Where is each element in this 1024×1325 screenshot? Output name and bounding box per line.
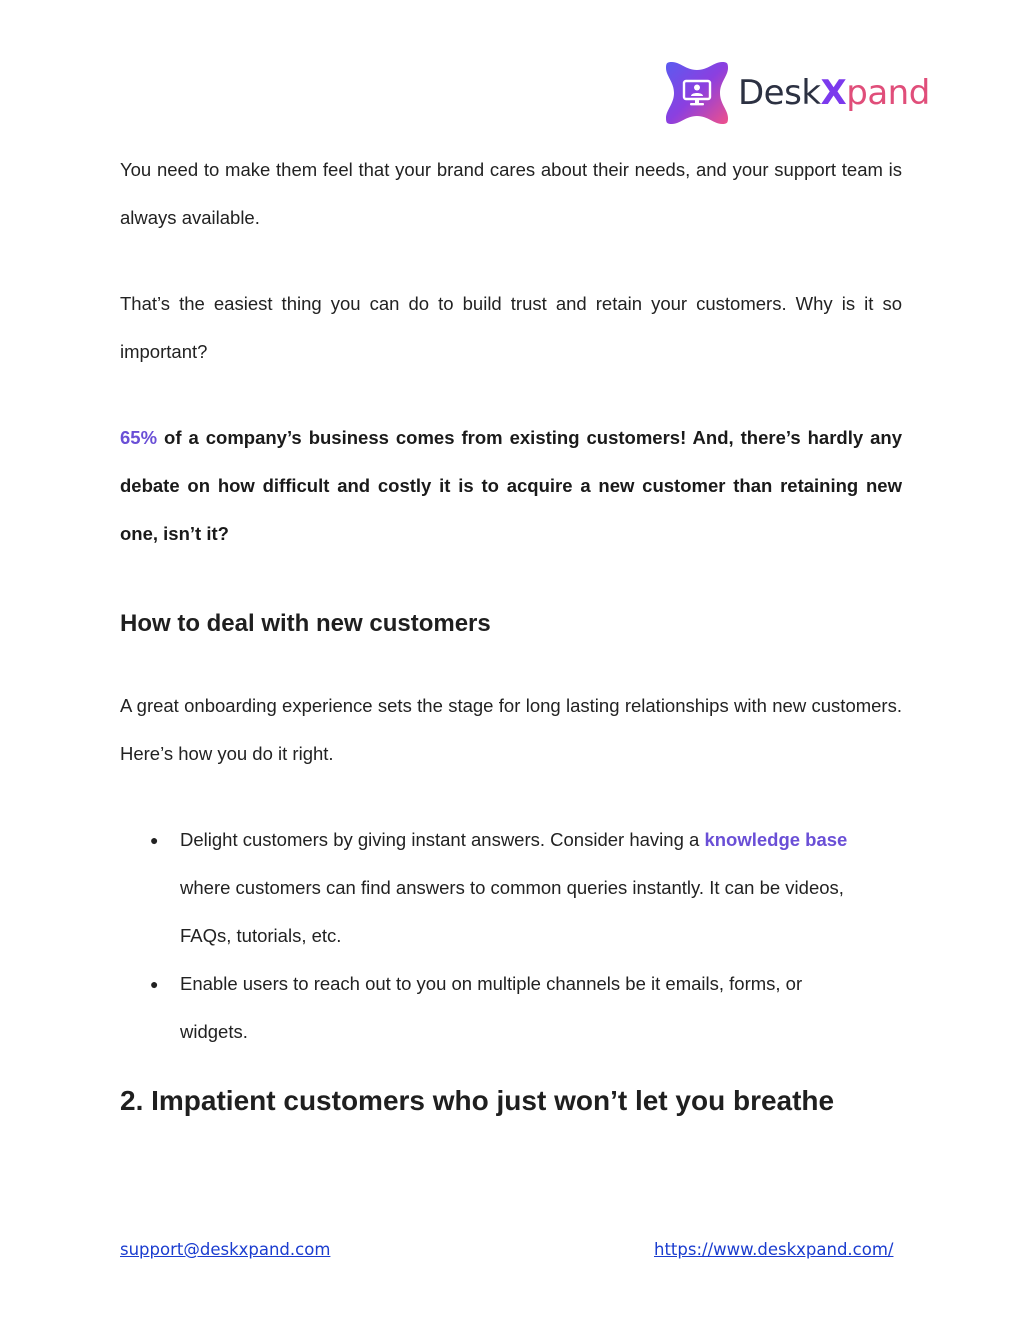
heading-impatient-customers: 2. Impatient customers who just won’t let you breathe [120,1085,835,1116]
paragraph-build-trust: That’s the easiest thing you can do to build trust and retain your customers. Why is it so important? [120,293,902,362]
paragraph-onboarding: A great onboarding experience sets the stage for long lasting relationships with new customers. Here’s how you do it right. [120,695,902,764]
bullet-text: Delight customers by giving instant answers. Consider having a [180,829,705,850]
footer-website-link[interactable]: https://www.deskxpand.com/ [654,1240,894,1259]
brand-name-desk: Desk [738,73,821,113]
stat-value: 65% [120,427,158,448]
heading-new-customers: How to deal with new customers [120,610,491,637]
monitor-person-icon [664,60,730,126]
list-item [120,816,860,960]
knowledge-base-link[interactable]: knowledge base [704,829,848,850]
list-item [120,960,860,1056]
bullet-text: Enable users to reach out to you on multiple channels be it emails, forms, or widgets. [180,973,803,1042]
paragraph-brand-cares: You need to make them feel that your brand cares about their needs, and your support team is always available. [120,159,902,228]
bullet-text-continued: where customers can find answers to common queries instantly. It can be videos, FAQs, tutorials, etc. [180,877,844,946]
brand-name-pand: pand [846,73,930,113]
brand-logo [664,60,930,126]
bullet-icon: ● [150,832,159,848]
bullet-icon: ● [150,976,159,992]
brand-name-x: X [820,73,847,113]
footer-email-link[interactable]: support@deskxpand.com [120,1240,331,1259]
brand-wordmark [738,73,930,113]
tips-list [120,816,902,1056]
stat-text: of a company’s business comes from existing customers! And, there’s hardly any debate on how difficult and costly it is to acquire a new customer than retaining new one, isn’t it? [120,427,902,544]
paragraph-stat [120,414,902,558]
